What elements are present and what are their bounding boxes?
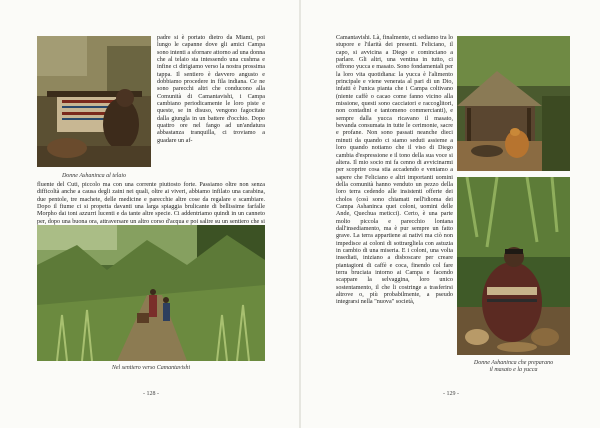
- text-left-column: Camantavishi. Là, finalmente, ci sediamo tra lo stupore e l'ilarità dei presenti. Feliciano, il capo, si avvicina a Diego e cominciano a parlare. Gli altri, una ventina in tutto, ci offrono yucca e masato. Sono fondamentali per la loro vita quotidiana: la yucca è l'alimento principale e viene venerata al pari di un Dio, infatti è l'unica pianta che i Campa coltivano (niente caffè o cacao come fanno vicino alla missione, questi sono cacciatori e raccoglitori, non contadini e tantomeno commercianti), e sempre dalla yucca ricavano il masato, bevanda consumata in tutte le cerimonie, sacre e profane. Non sono passati neanche dieci minuti da quando ci siamo seduti assieme a loro quando notiamo che il viso di Diego cambia d'espressione e il tono della sua voce si altera. Il mio socio mi fa cenno di avvicinarmi per scoprire cosa stia accadendo e veniamo a sapere che Feliciano e altri importanti uomini della comunità hanno venduto un pezzo della loro terra cedendo alle insistenti offerte dei cholos (così sono chiamati nell'idioma dei Campa Ashaninca quei coloni, uomini delle Ande, Quechua meticci). Certo, è una parte molto piccola e parecchio lontana dall'insediamento, ma è pur sempre un fatto grave. La terra appartiene ai nativi ma ciò non impedisce ai coloni di sottrargliela con astuzia in cambio di una miseria. E i coloni, una volta insediati, iniziano a disboscare per creare piantagioni di caffè e coca, finendo col fare terra bruciata intorno ai Campa e facendo scappare la selvaggina, loro unico sostentamento, il che li costringe a trasferirsi altrove o, più probabilmente, a pseudo integrarsi nella "nuova" società,: [336, 35, 453, 306]
- photo-women-preparing-masato: [457, 177, 570, 355]
- photo-caption-weaving: Donne Ashaninca al telaio: [61, 173, 127, 179]
- photo-caption-masato-line2: il masato e la yucca: [489, 367, 538, 373]
- right-page: [301, 0, 600, 428]
- photo-women-weaving: [37, 36, 151, 167]
- page-number-right: - 129 -: [443, 391, 459, 397]
- text-full-width: fluente del Cuti, piccolo ma con una corrente piuttosto forte. Passiamo oltre non senza difficoltà anche a causa degli zaini nei quali, oltre ai viveri, abbiamo infilato una carabina, due pentole, tre machete, delle medicine e parecchie altre cose da regalare e scambiare. Dopo il fiume ci si propetta davanti una larga spiaggia brulicante di bellissime farfalle Morpho dai toni azzurri lucenti e da tante altre specie. Ci addentriamo quindi in un canneto per, dopo una buona ora, attraversare un altro corso d'acqua e poi salire su un sentiero che si: [37, 182, 265, 225]
- text-right-of-photo: padre si è portato dietro da Miami, poi lungo le capanne dove gli amici Campa sono intenti a sfornare attorno ad una donna che al telaio sta intessendo una cushma e infine ci dirigiamo verso la nostra prossima tappa. Il sentiero è davvero angusto e dobbiamo procedere in fila indiana. Ce ne sono parecchi altri che conducono alla Comunità di Camantavishi, i Campa cambiano periodicamente le loro piste e queste, se in disuso, vengono fagocitate dalla giungla in un battere d'occhio. Dopo quattro ore nel fango ad un'andatura abbastanza tranquilla, ci troviamo a guadare un af-: [157, 35, 265, 144]
- photo-village-huts: [457, 36, 570, 171]
- photo-caption-trail: Nel sentiero verso Camantavishi: [111, 365, 191, 371]
- photo-caption-masato-line1: Donne Ashaninca che preparano: [473, 360, 554, 366]
- photo-trail-to-camantavishi: [37, 225, 265, 361]
- left-page: [0, 0, 299, 428]
- page-number-left: - 128 -: [143, 391, 159, 397]
